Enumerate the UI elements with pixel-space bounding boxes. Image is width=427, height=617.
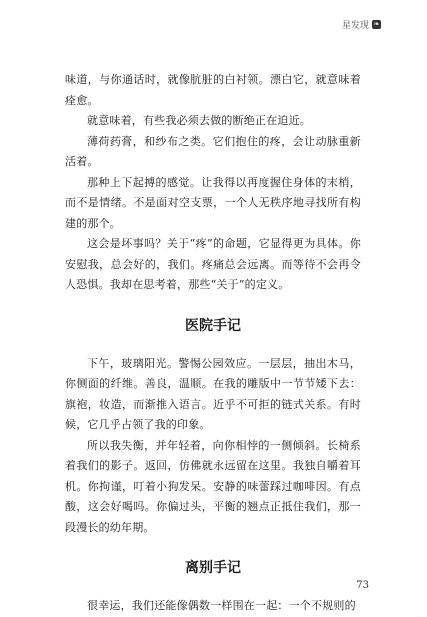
- paragraph: 味道，与你通话时，就像肮脏的白衬领。漂白它，就意味着痊愈。: [65, 73, 361, 107]
- paragraph: 很幸运，我们还能像偶数一样围在一起：一个不规则的: [87, 599, 356, 612]
- running-title: 星发现: [341, 21, 369, 31]
- paragraph: 所以我失衡，并年轻着，向你相悖的一侧倾斜。长椅系着我们的影子。返回，仿佛就永远留在这里。我独自嚼着耳机。你拘谨，叮着小狗发呆。安静的味蕾踩过咖啡因。有点酸，这会好喝吗。你偏过头，平衡的翘点正抵住我们，那一段漫长的幼年期。: [65, 438, 361, 534]
- page-number: 73: [356, 580, 369, 591]
- paragraph: 下午，玻璃阳光。警惕公园效应。一层层，抽出木马，你侧面的纤维。善良，温顺。在我的雕版中一节节矮下去：旗袍，妆造，而渐推入语言。近乎不可拒的链式关系。有时候，它几乎占领了我的印象。: [65, 356, 361, 431]
- running-header: [342, 18, 381, 31]
- paragraph: 薄荷药膏，和纱布之类。它们抱住的疼，会让动脉重新活着。: [65, 134, 361, 168]
- paragraph: 那种上下起搏的感觉。让我得以再度握住身体的末梢，而不是情绪。不是面对空支票，一个人无秩序地寻找所有构建的那个。: [65, 175, 361, 230]
- section-title: 离别手记: [185, 560, 241, 576]
- paragraph: 就意味着，有些我必须去做的断绝正在迫近。: [87, 114, 311, 127]
- paragraph: 这会是坏事吗？关于“疼”的命题，它显得更为具体。你安慰我，总会好的，我们。疼痛总会远离。而等待不会再令人恐惧。我却在思考着，那些“关于”的定义。: [65, 237, 361, 291]
- section-title: 医院手记: [185, 317, 241, 334]
- leaf-ornament-icon: ❧: [373, 20, 380, 28]
- page-body: [65, 70, 361, 617]
